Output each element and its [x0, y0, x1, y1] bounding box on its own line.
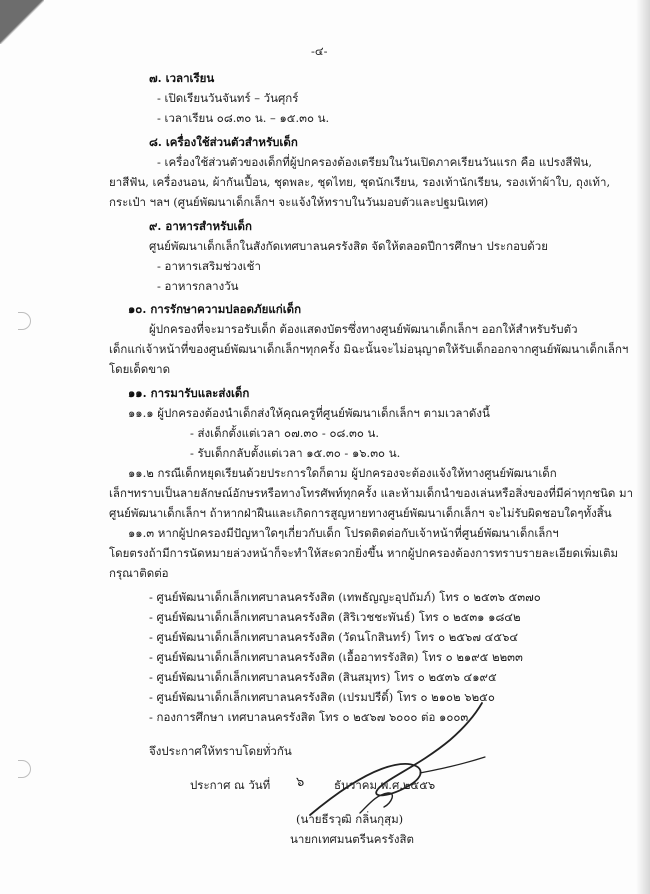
contact-line: - ศูนย์พัฒนาเด็กเล็กเทศบาลนครรังสิต (สินสมุทร) โทร ๐ ๒๕๓๖ ๔๑๙๕ [149, 670, 497, 684]
punch-hole [18, 312, 31, 330]
section-11-paragraph-3: โดยตรงถ้ามีการนัดหมายล่วงหน้าก็จะทำให้สะดวกยิ่งขึ้น หากผู้ปกครองต้องการทราบรายละเอียดเพิ่มเติม [109, 546, 619, 560]
section-10-line: เด็กแก่เจ้าหน้าที่ของศูนย์พัฒนาเด็กเล็กฯทุกครั้ง มิฉะนั้นจะไม่อนุญาตให้รับเด็กออกจากศูนย์พัฒนาเด็กเล็กฯ [109, 342, 629, 356]
contact-line: - ศูนย์พัฒนาเด็กเล็กเทศบาลนครรังสิต (เอื้ออาทรรังสิต) โทร ๐ ๒๑๙๕ ๒๒๓๓ [149, 650, 523, 664]
section-11-heading: ๑๑. การมารับและส่งเด็ก [128, 386, 250, 400]
closing-notice: จึงประกาศให้ทราบโดยทั่วกัน [149, 744, 292, 758]
section-11-paragraph-2: เล็กฯทราบเป็นลายลักษณ์อักษรหรือทางโทรศัพท์ทุกครั้ง และห้ามเด็กนำของเล่นหรือสิ่งของที่มีค่าทุกชนิด มา [109, 486, 634, 500]
announced-label: ประกาศ ณ วันที่ [190, 778, 271, 792]
announced-month-year: ธันวาคม พ.ศ.๒๕๕๖ [334, 778, 436, 792]
section-10-line: โดยเด็ดขาด [109, 362, 171, 376]
section-10-heading: ๑๐. การรักษาความปลอดภัยแก่เด็ก [128, 302, 302, 316]
section-8-heading: ๘. เครื่องใช้ส่วนตัวสำหรับเด็ก [149, 135, 298, 149]
announced-day: ๖ [296, 775, 305, 790]
contact-line: - ศูนย์พัฒนาเด็กเล็กเทศบาลนครรังสิต (วัดนโกสินทร์) โทร ๐ ๒๕๖๗ ๔๕๖๔ [149, 630, 519, 644]
section-11-paragraph-2: ศูนย์พัฒนาเด็กเล็กฯ ถ้าหากฝ่าฝืนและเกิดการสูญหายทางศูนย์พัฒนาเด็กเล็กฯ จะไม่รับผิดชอบใดๆทั้งสิ้น [109, 506, 612, 520]
punch-hole [18, 760, 31, 778]
section-8-line: ยาสีฟัน, เครื่องนอน, ผ้ากันเปื้อน, ชุดพละ, ชุดไทย, ชุดนักเรียน, รองเท้านักเรียน, รองเท้าผ้าใบ, ถุงเท้า, [109, 175, 611, 189]
section-11-time: - รับเด็กกลับตั้งแต่เวลา ๑๕.๓๐ - ๑๖.๓๐ น. [190, 446, 401, 460]
contact-line: - กองการศึกษา เทศบาลนครรังสิต โทร ๐ ๒๕๖๗ ๖๐๐๐ ต่อ ๑๐๐๓ [149, 710, 469, 724]
section-11-paragraph-1: ๑๑.๑ ผู้ปกครองต้องนำเด็กส่งให้คุณครูที่ศูนย์พัฒนาเด็กเล็กฯ ตามเวลาดังนี้ [128, 406, 490, 420]
section-9-heading: ๙. อาหารสำหรับเด็ก [149, 219, 252, 233]
section-8-line: กระเป๋า ฯลฯ (ศูนย์พัฒนาเด็กเล็กฯ จะแจ้งให้ทราบในวันมอบตัวและปฐมนิเทศ) [109, 195, 489, 209]
section-9-item: - อาหารกลางวัน [157, 279, 239, 293]
section-10-line: ผู้ปกครองที่จะมารอรับเด็ก ต้องแสดงบัตรซึ่งทางศูนย์พัฒนาเด็กเล็กฯ ออกให้สำหรับรับตัว [149, 322, 578, 336]
section-7-heading: ๗. เวลาเรียน [149, 71, 215, 85]
contact-line: - ศูนย์พัฒนาเด็กเล็กเทศบาลนครรังสิต (สิริเวชชะพันธ์) โทร ๐ ๒๕๓๑ ๑๘๔๒ [149, 610, 521, 624]
section-11-paragraph-2: ๑๑.๒ กรณีเด็กหยุดเรียนด้วยประการใดก็ตาม ผู้ปกครองจะต้องแจ้งให้ทางศูนย์พัฒนาเด็ก [128, 466, 557, 480]
section-9-item: - อาหารเสริมช่วงเช้า [157, 259, 261, 273]
contact-line: - ศูนย์พัฒนาเด็กเล็กเทศบาลนครรังสิต (เปรมปรีดิ์) โทร ๐ ๒๑๐๒ ๖๒๕๐ [149, 690, 495, 704]
section-7-item: - เวลาเรียน ๐๘.๓๐ น. – ๑๕.๓๐ น. [157, 111, 330, 125]
signature-mark [300, 695, 500, 825]
section-11-paragraph-3: ๑๑.๓ หากผู้ปกครองมีปัญหาใดๆเกี่ยวกับเด็ก โปรดติดต่อกับเจ้าหน้าที่ศูนย์พัฒนาเด็กเล็กฯ [128, 526, 559, 540]
section-8-line: - เครื่องใช้ส่วนตัวของเด็กที่ผู้ปกครองต้องเตรียมในวันเปิดภาคเรียนวันแรก คือ แปรงสีฟัน, [157, 155, 593, 169]
scan-corner-shadow [0, 0, 44, 44]
scan-edge-shadow [636, 0, 650, 894]
section-11-paragraph-3: กรุณาติดต่อ [109, 566, 169, 580]
section-7-item: - เปิดเรียนวันจันทร์ – วันศุกร์ [157, 91, 299, 105]
section-11-time: - ส่งเด็กตั้งแต่เวลา ๐๗.๓๐ - ๐๘.๓๐ น. [190, 426, 380, 440]
signer-name: (นายธีรวุฒิ กลิ่นกุสุม) [296, 812, 404, 826]
signer-title: นายกเทศมนตรีนครรังสิต [290, 832, 414, 846]
section-9-intro: ศูนย์พัฒนาเด็กเล็กในสังกัดเทศบาลนครรังสิต จัดให้ตลอดปีการศึกษา ประกอบด้วย [149, 239, 548, 253]
contact-line: - ศูนย์พัฒนาเด็กเล็กเทศบาลนครรังสิต (เทพธัญญะอุปถัมภ์) โทร ๐ ๒๕๓๖ ๕๓๗๐ [149, 590, 541, 604]
page-number: -๔- [311, 44, 328, 58]
